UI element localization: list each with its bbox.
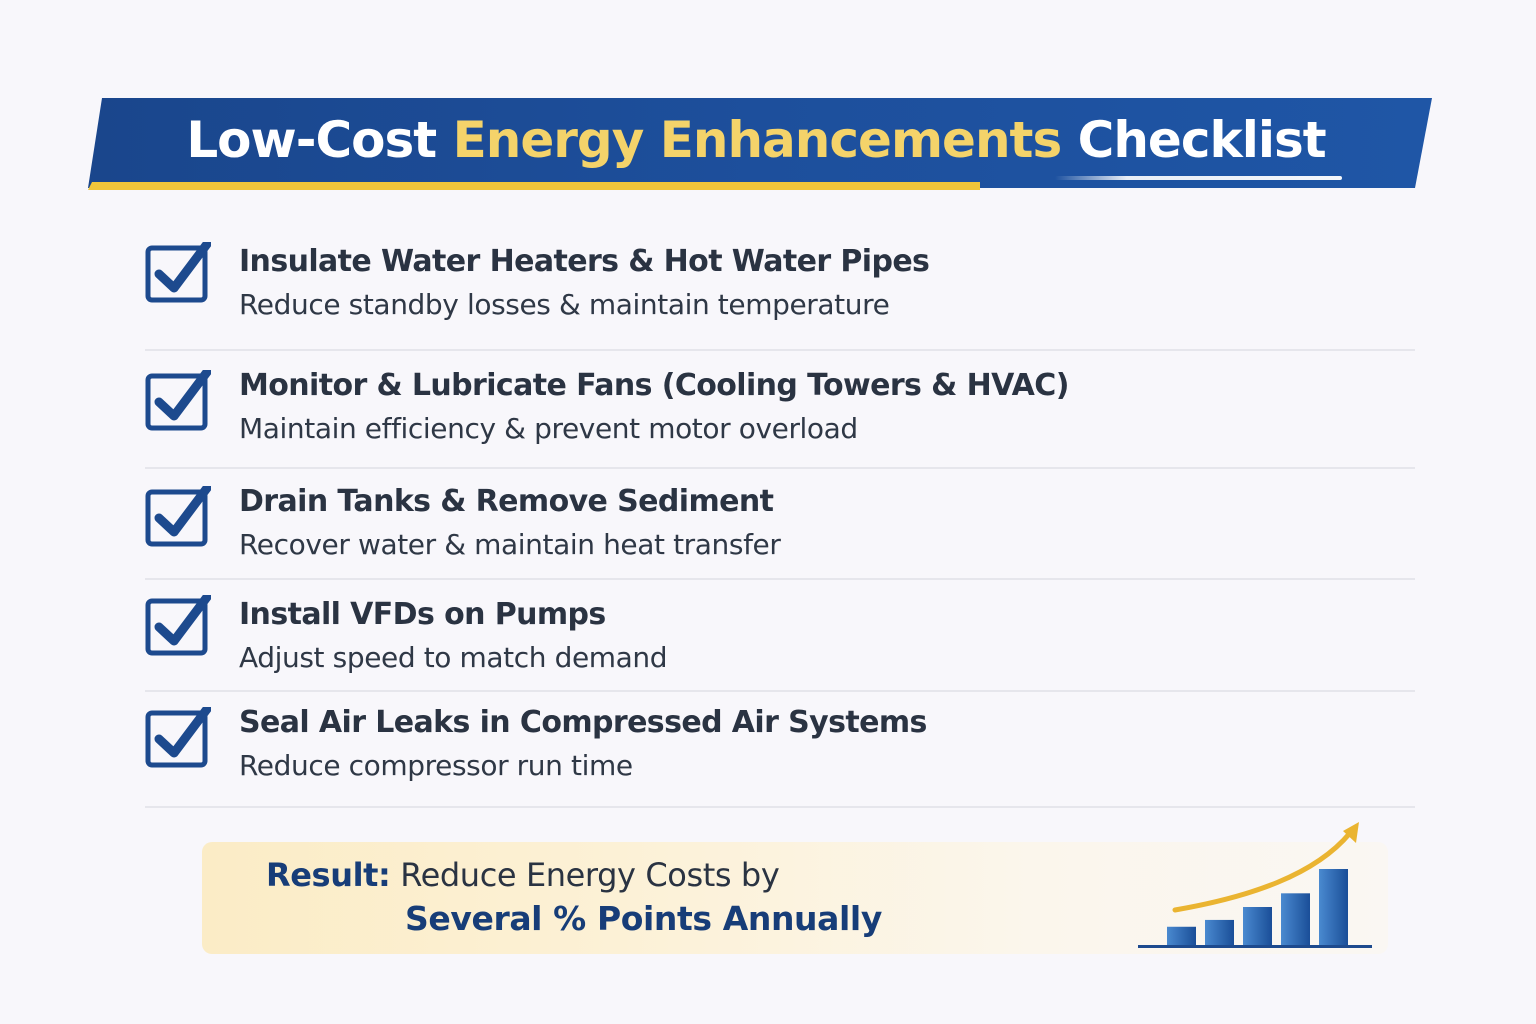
chart-baseline	[1138, 945, 1372, 948]
page-title	[0, 108, 1512, 172]
checked-checkbox-icon[interactable]	[145, 595, 211, 661]
title-part-low-cost: Low-Cost	[186, 111, 453, 169]
growth-chart-icon	[1130, 815, 1390, 960]
checklist-item-subtitle: Reduce compressor run time	[239, 749, 633, 782]
checklist-item-title: Drain Tanks & Remove Sediment	[239, 484, 774, 519]
checklist-item-subtitle: Adjust speed to match demand	[239, 641, 668, 674]
checked-checkbox-icon[interactable]	[145, 242, 211, 308]
title-part-energy-enhancements: Energy Enhancements	[452, 111, 1062, 169]
result-label: Result:	[266, 856, 391, 894]
result-description: Reduce Energy Costs by	[390, 856, 780, 894]
checklist-item-subtitle: Recover water & maintain heat transfer	[239, 528, 781, 561]
growth-bar	[1205, 920, 1234, 945]
divider	[145, 806, 1415, 808]
growth-bar	[1243, 907, 1272, 945]
divider	[145, 690, 1415, 692]
checklist-item-title: Seal Air Leaks in Compressed Air Systems	[239, 705, 927, 740]
checklist-item-title: Install VFDs on Pumps	[239, 597, 606, 632]
divider	[145, 349, 1415, 351]
checked-checkbox-icon[interactable]	[145, 707, 211, 773]
checklist-item-subtitle: Reduce standby losses & maintain temperature	[239, 288, 890, 321]
result-text-line2: Several % Points Annually	[405, 899, 882, 938]
title-banner	[0, 0, 1536, 200]
checklist-item-title: Monitor & Lubricate Fans (Cooling Towers & HVAC)	[239, 368, 1069, 403]
checklist-item-title: Insulate Water Heaters & Hot Water Pipes	[239, 244, 930, 279]
title-part-checklist: Checklist	[1061, 111, 1326, 169]
divider	[145, 467, 1415, 469]
checked-checkbox-icon[interactable]	[145, 370, 211, 436]
divider	[145, 578, 1415, 580]
checklist-item-subtitle: Maintain efficiency & prevent motor overload	[239, 412, 858, 445]
result-text-line1	[266, 854, 779, 896]
checked-checkbox-icon[interactable]	[145, 486, 211, 552]
growth-bar	[1167, 927, 1196, 945]
growth-bar	[1319, 869, 1348, 945]
growth-bar	[1281, 893, 1310, 945]
